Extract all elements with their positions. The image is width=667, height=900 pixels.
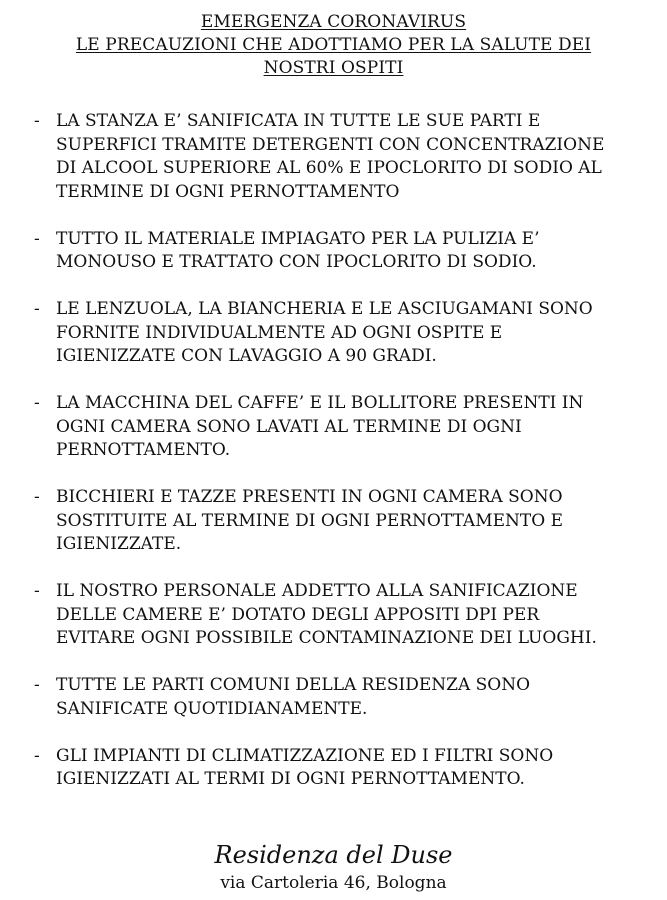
- bullet-dash: -: [34, 745, 40, 766]
- list-item-text: BICCHIERI E TAZZE PRESENTI IN OGNI CAMERA SONO SOSTITUITE AL TERMINE DI OGNI PERNOTTAMENTO E IGIENIZZATE.: [56, 487, 563, 554]
- residence-address: via Cartoleria 46, Bologna: [220, 873, 447, 893]
- list-item: [34, 580, 634, 651]
- header-line-3: [0, 57, 667, 80]
- bullet-dash: -: [34, 581, 40, 601]
- precautions-list: [34, 110, 634, 815]
- list-item-text: LE LENZUOLA, LA BIANCHERIA E LE ASCIUGAMANI SONO FORNITE INDIVIDUALMENTE AD OGNI OSPITE E IGIENIZZATE CON LAVAGGIO A 90 GRADI.: [56, 299, 593, 366]
- bullet-dash: -: [34, 299, 40, 319]
- list-item-text: LA MACCHINA DEL CAFFE’ E IL BOLLITORE PRESENTI IN OGNI CAMERA SONO LAVATI AL TERMINE DI OGNI PERNOTTAMENTO.: [56, 393, 584, 460]
- list-item-text: LA STANZA E’ SANIFICATA IN TUTTE LE SUE PARTI E SUPERFICI TRAMITE DETERGENTI CON CONCENTRAZIONE DI ALCOOL SUPERIORE AL 60% E IPOCLORITO DI SODIO AL TERMINE DI OGNI PERNOTTAMENTO: [56, 111, 605, 202]
- list-item: [34, 486, 634, 557]
- bullet-dash: -: [34, 393, 40, 413]
- header-subtitle-line-2: NOSTRI OSPITI: [263, 58, 404, 78]
- list-item: [34, 228, 634, 275]
- list-item-text: TUTTO IL MATERIALE IMPIAGATO PER LA PULIZIA E’ MONOUSO E TRATTATO CON IPOCLORITO DI SODIO.: [56, 228, 540, 272]
- header-title: EMERGENZA CORONAVIRUS: [200, 12, 467, 32]
- list-item: [34, 674, 634, 721]
- list-item-text: IL NOSTRO PERSONALE ADDETTO ALLA SANIFICAZIONE DELLE CAMERE E’ DOTATO DEGLI APPOSITI DPI PER EVITARE OGNI POSSIBILE CONTAMINAZIONE DEI LUOGHI.: [56, 581, 597, 648]
- list-item: [34, 298, 634, 369]
- header-line-1: [0, 11, 667, 34]
- bullet-dash: -: [34, 111, 40, 131]
- list-item: [34, 110, 634, 204]
- bullet-dash: -: [34, 675, 40, 695]
- header-line-2: [0, 34, 667, 57]
- bullet-dash: -: [34, 228, 40, 249]
- bullet-dash: -: [34, 487, 40, 507]
- notice-header: [0, 11, 667, 80]
- list-item-text: GLI IMPIANTI DI CLIMATIZZAZIONE ED I FILTRI SONO IGIENIZZATI AL TERMI DI OGNI PERNOTTAMENTO.: [56, 745, 554, 789]
- list-item-text: TUTTE LE PARTI COMUNI DELLA RESIDENZA SONO SANIFICATE QUOTIDIANAMENTE.: [56, 675, 531, 719]
- notice-footer: [0, 839, 667, 895]
- header-subtitle-line-1: LE PRECAUZIONI CHE ADOTTIAMO PER LA SALUTE DEI: [75, 35, 592, 55]
- list-item: [34, 392, 634, 463]
- residence-name: Residenza del Duse: [214, 841, 453, 869]
- list-item: [34, 745, 634, 792]
